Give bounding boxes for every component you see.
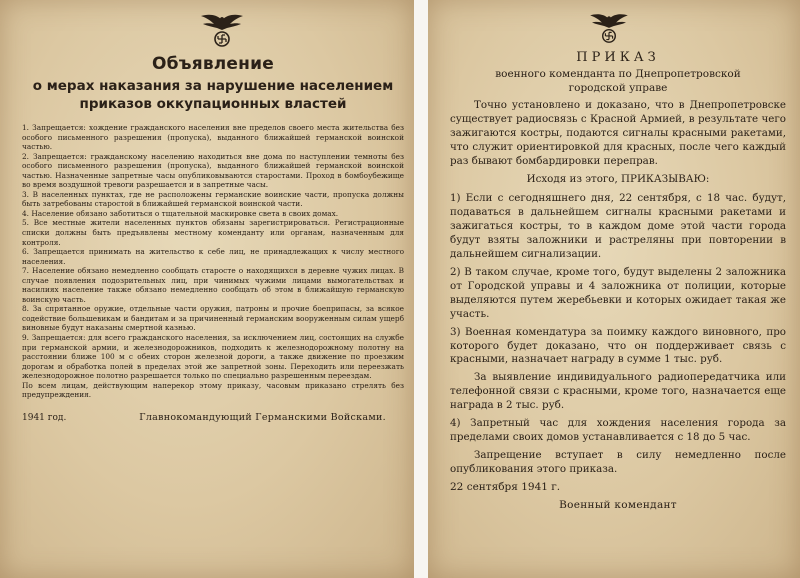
list-item: 6. Запрещается принимать на жительство к себе лиц, не принадлежащих к числу местного населения. bbox=[22, 247, 404, 266]
right-order-sheet bbox=[428, 0, 800, 578]
list-item: По всем лицам, действующим наперекор этому приказу, часовым приказано стрелять без предупреждения. bbox=[22, 380, 404, 400]
notice-year: 1941 год. bbox=[22, 412, 67, 423]
list-item: 3. В населенных пунктах, где не расположены германские воинские части, пропуска должны быть затребованы старостой в ближайшей германской воинской части. bbox=[22, 189, 404, 209]
prohibitions-list bbox=[22, 123, 404, 400]
order-point: 4) Запретный час для хождения населения города за пределами своих домов устанавливается с 18 до 5 час. bbox=[450, 417, 786, 443]
list-item: 8. За спрятанное оружие, отдельные части оружия, патроны и прочие боеприпасы, за всякое содействие большевикам и бандитам и за причиненный германским вооруженным силам ущерб виновные будут наказаны смертной казнью. bbox=[22, 304, 404, 333]
order-command-line: Исходя из этого, ПРИКАЗЫВАЮ: bbox=[526, 172, 710, 185]
eagle-emblem-icon bbox=[200, 10, 244, 48]
list-item: 5. Все местные жители населенных пунктов обязаны зарегистрироваться. Регистрационные списки должны быть предъявлены местному коменданту или органам, назначенным для контроля. bbox=[22, 218, 404, 247]
list-item: 7. Население обязано немедленно сообщать старосте о находящихся в деревне чужих лицах. В случае появления подозрительных лиц, при чинимых чужими лицами вымогательствах и насилиях население также обязано немедленно сообщать об этом в ближайшую германскую воинскую часть. bbox=[22, 266, 404, 304]
order-signature: Военный комендант bbox=[559, 498, 677, 511]
subtitle-line-1: военного коменданта по Днепропетровской bbox=[495, 68, 741, 80]
notice-signature: Главнокомандующий Германскими Войсками. bbox=[139, 411, 386, 423]
subtitle-line-2: городской управе bbox=[568, 82, 668, 94]
subtitle-line-1: о мерах наказания за нарушение населением bbox=[32, 78, 394, 94]
eagle-emblem-icon bbox=[588, 10, 630, 44]
list-item: 2. Запрещается: гражданскому населению находиться вне дома по наступлении темноты без особого письменного разрешения (пропуска), выданного ближайшей германской воинской частью. Назначенные запретные часы опубликовываются старостами. Проход в бомбоубежище во время воздушной тревоги разрешается и в запретные часы. bbox=[22, 151, 404, 190]
list-item: 4. Население обязано заботиться о тщательной маскировке света в своих домах. bbox=[22, 208, 339, 218]
notice-footer bbox=[22, 412, 404, 423]
order-subtitle bbox=[450, 67, 786, 95]
order-point: Запрещение вступает в силу немедленно после опубликования этого приказа. bbox=[450, 448, 786, 475]
list-item: 9. Запрещается: для всего гражданского населения, за исключением лиц, состоящих на службе при германской армии, и железнодорожников, подходить к железнодорожному полотну на расстоянии ближе 100 м с обеих сторон железной дороги, а также движение по проезжим дорогам и обработка полей в пределах этой же запретной зоны. Переходить или переезжать железнодорожное полотно разрешается только по специально разрешенным переездам. bbox=[22, 333, 404, 381]
subtitle-line-2: приказов оккупационных властей bbox=[79, 96, 347, 112]
order-point: 3) Военная комендатура за поимку каждого виновного, про которого будет доказано, что он поддерживает связь с красными, назначает награду в сумме 1 тыс. руб. bbox=[450, 325, 786, 366]
order-title: ПРИКАЗ bbox=[576, 50, 660, 65]
notice-subtitle bbox=[22, 77, 404, 113]
order-point: 1) Если с сегодняшнего дня, 22 сентября, с 18 час. будут, подаваться в дальнейшем сигналы красными ракетами и зажигаться костры, то в каждом доме этой части города будут взяты заложники и растреляны при повторении в дальнейшем сигнализации. bbox=[450, 192, 786, 261]
order-intro: Точно установлено и доказано, что в Днепропетровске существует радиосвязь с Красной Армией, в результате чего зажигаются костры, подаются сигналы красными ракетами, что служит ориентировкой для красных, после чего каждый раз бывают бомбардировки переправ. bbox=[450, 99, 786, 167]
order-point: За выявление индивидуального радиопередатчика или телефонной связи с красными, кроме того, назначается еще награда в 2 тыс. руб. bbox=[450, 371, 786, 412]
notice-title: Объявление bbox=[152, 54, 274, 74]
order-body bbox=[450, 99, 786, 477]
list-item: 1. Запрещается: хождение гражданского населения вне пределов своего места жительства без особого письменного разрешения (пропуска), выданного ближайшей германской воинской частью. bbox=[22, 123, 404, 152]
order-date: 22 сентября 1941 г. bbox=[450, 480, 561, 493]
order-point: 2) В таком случае, кроме того, будут выделены 2 заложника от Городской управы и 4 заложника от полиции, которые выделяются путем жеребьевки и которых ожидает такая же участь. bbox=[450, 265, 786, 320]
